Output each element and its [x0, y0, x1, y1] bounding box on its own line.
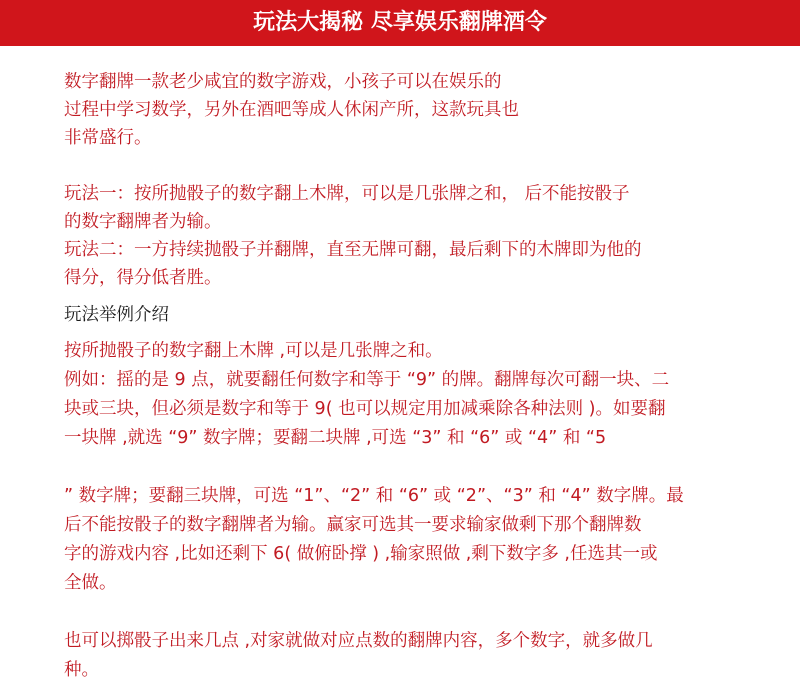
paragraph-gap	[64, 453, 754, 482]
rule-one-line: 玩法一：按所抛骰子的数字翻上木牌，可以是几张牌之和， 后不能按骰子	[64, 184, 630, 204]
intro-line: 非常盛行。	[64, 128, 152, 148]
example-line: 全做。	[64, 573, 117, 593]
intro-line: 过程中学习数学，另外在酒吧等成人休闲产所，这款玩具也	[64, 100, 519, 120]
example-line: 块或三块，但必须是数字和等于 9( 也可以规定用加减乘除各种法则 )。如要翻	[64, 399, 666, 419]
rule-two-line: 得分，得分低者胜。	[64, 268, 222, 288]
example-line: 也可以掷骰子出来几点 ,对家就做对应点数的翻牌内容，多个数字，就多做几	[64, 631, 653, 651]
example-line: 按所抛骰子的数字翻上木牌 ,可以是几张牌之和。	[64, 341, 443, 361]
examples-paragraph	[64, 337, 754, 685]
example-line: 例如：摇的是 9 点，就要翻任何数字和等于 “9” 的牌。翻牌每次可翻一块、二	[64, 370, 670, 390]
rule-two-line: 玩法二：一方持续抛骰子并翻牌，直至无牌可翻，最后剩下的木牌即为他的	[64, 240, 642, 260]
intro-paragraph	[64, 68, 604, 152]
example-line: 一块牌 ,就选 “9” 数字牌；要翻二块牌 ,可选 “3” 和 “6” 或 “4” 和 “5	[64, 428, 607, 448]
page-banner	[0, 0, 800, 46]
banner-title: 玩法大揭秘 尽享娱乐翻牌酒令	[253, 10, 547, 35]
example-line: 种。	[64, 660, 99, 680]
example-line: 后不能按骰子的数字翻牌者为输。赢家可选其一要求输家做剩下那个翻牌数	[64, 515, 642, 535]
intro-line: 数字翻牌一款老少咸宜的数字游戏，小孩子可以在娱乐的	[64, 72, 502, 92]
examples-heading: 玩法举例介绍	[64, 305, 169, 325]
paragraph-gap	[64, 598, 754, 627]
rules-paragraph	[64, 180, 754, 292]
example-line: ” 数字牌；要翻三块牌，可选 “1”、“2” 和 “6” 或 “2”、“3” 和 “4” 数字牌。最	[64, 486, 684, 506]
rule-one-line: 的数字翻牌者为输。	[64, 212, 222, 232]
example-line: 字的游戏内容 ,比如还剩下 6( 做俯卧撑 ) ,输家照做 ,剩下数字多 ,任选其一或	[64, 544, 658, 564]
